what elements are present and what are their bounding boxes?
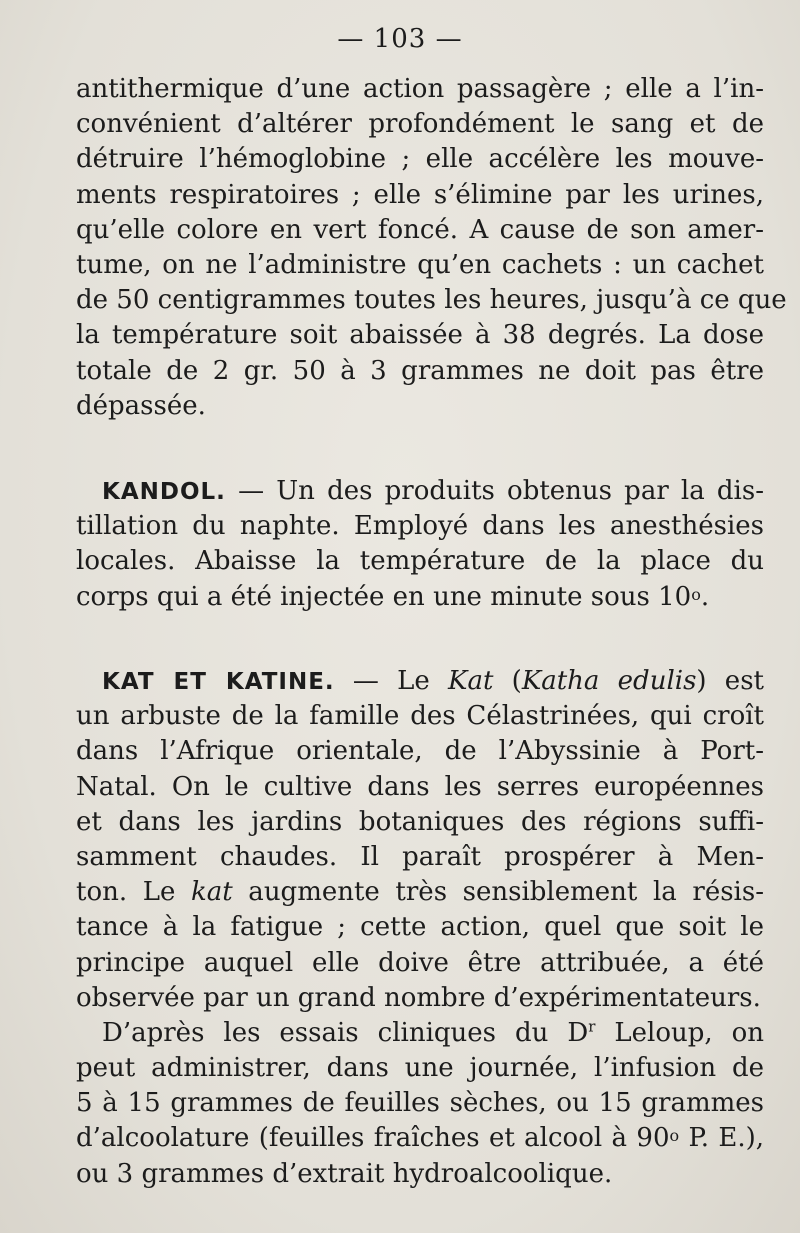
degree-mark: o — [691, 584, 701, 604]
text-line: dépassée. — [76, 390, 206, 421]
entry-term: KANDOL. — [102, 479, 226, 505]
text-line — [76, 580, 764, 615]
text-span: augmente très sensiblement la résis- — [232, 877, 764, 908]
text-line: la température soit abaissée à 38 degrés. La dose — [76, 320, 764, 351]
text-span: . — [700, 581, 710, 612]
text-line: peut administrer, dans une journée, l’infusion de — [76, 1053, 764, 1084]
entry-kandol — [76, 474, 764, 615]
italic-term: Kat — [448, 666, 494, 696]
text-line — [76, 664, 764, 699]
text-span: — Un des produits obtenus par la dis- — [225, 476, 764, 506]
text-line: tume, on ne l’administre qu’en cachets : un cachet — [76, 249, 764, 280]
text-line: dans l’Afrique orientale, de l’Abyssinie à Port- — [76, 736, 764, 767]
text-line: tance à la fatigue ; cette action, quel que soit le — [76, 912, 764, 943]
text-line: de 50 centigrammes toutes les heures, jusqu’à ce que — [76, 285, 787, 316]
text-line: Natal. On le cultive dans les serres européennes — [76, 771, 764, 802]
text-span: d’alcoolature (feuilles fraîches et alcool à 90 — [76, 1123, 670, 1154]
text-span: — Le — [334, 666, 449, 696]
text-line: totale de 2 gr. 50 à 3 grammes ne doit pas être — [76, 355, 764, 386]
text-line: observée par un grand nombre d’expérimentateurs. — [76, 982, 761, 1013]
text-line: tillation du naphte. Employé dans les anesthésies — [76, 511, 764, 542]
text-span: ( — [493, 666, 522, 696]
entry-kat-et-katine — [76, 664, 764, 1192]
text-span: ) est — [696, 666, 764, 696]
text-line: qu’elle colore en vert foncé. A cause de son amer- — [76, 214, 764, 245]
text-line: samment chaudes. Il paraît prospérer à Men- — [76, 841, 764, 872]
text-line: et dans les jardins botaniques des régions suffi- — [76, 806, 764, 837]
text-span: Leloup, on — [595, 1017, 765, 1048]
text-span: P. E.), — [679, 1123, 765, 1154]
text-line: antithermique d’une action passagère ; elle a l’in- — [76, 74, 764, 104]
text-line: locales. Abaisse la température de la place du — [76, 546, 764, 577]
text-line — [76, 1016, 764, 1051]
text-line: ou 3 grammes d’extrait hydroalcoolique. — [76, 1158, 613, 1189]
italic-term: kat — [190, 877, 233, 908]
degree-mark: o — [669, 1126, 680, 1146]
text-line: un arbuste de la famille des Célastrinées, qui croît — [76, 701, 764, 732]
text-line — [76, 474, 764, 509]
text-span: corps qui a été injectée en une minute sous 10 — [76, 581, 692, 612]
superscript: r — [588, 1017, 596, 1036]
paragraph-antithermique — [76, 72, 787, 424]
text-line: détruire l’hémoglobine ; elle accélère les mouve- — [76, 144, 764, 175]
italic-term: Katha edulis — [521, 666, 697, 696]
entry-term: KAT ET KATINE. — [102, 669, 335, 695]
text-line: convénient d’altérer profondément le sang et de — [76, 109, 764, 140]
text-line: 5 à 15 grammes de feuilles sèches, ou 15 grammes — [76, 1088, 764, 1119]
text-line: principe auquel elle doive être attribuée, a été — [76, 947, 764, 978]
text-line — [76, 875, 764, 910]
text-line: ments respiratoires ; elle s’élimine par les urines, — [76, 179, 764, 210]
text-line — [76, 1121, 764, 1156]
text-span: ton. Le — [76, 877, 191, 908]
page-number: — 103 — — [337, 24, 463, 54]
text-span: D’après les essais cliniques du D — [102, 1017, 589, 1048]
